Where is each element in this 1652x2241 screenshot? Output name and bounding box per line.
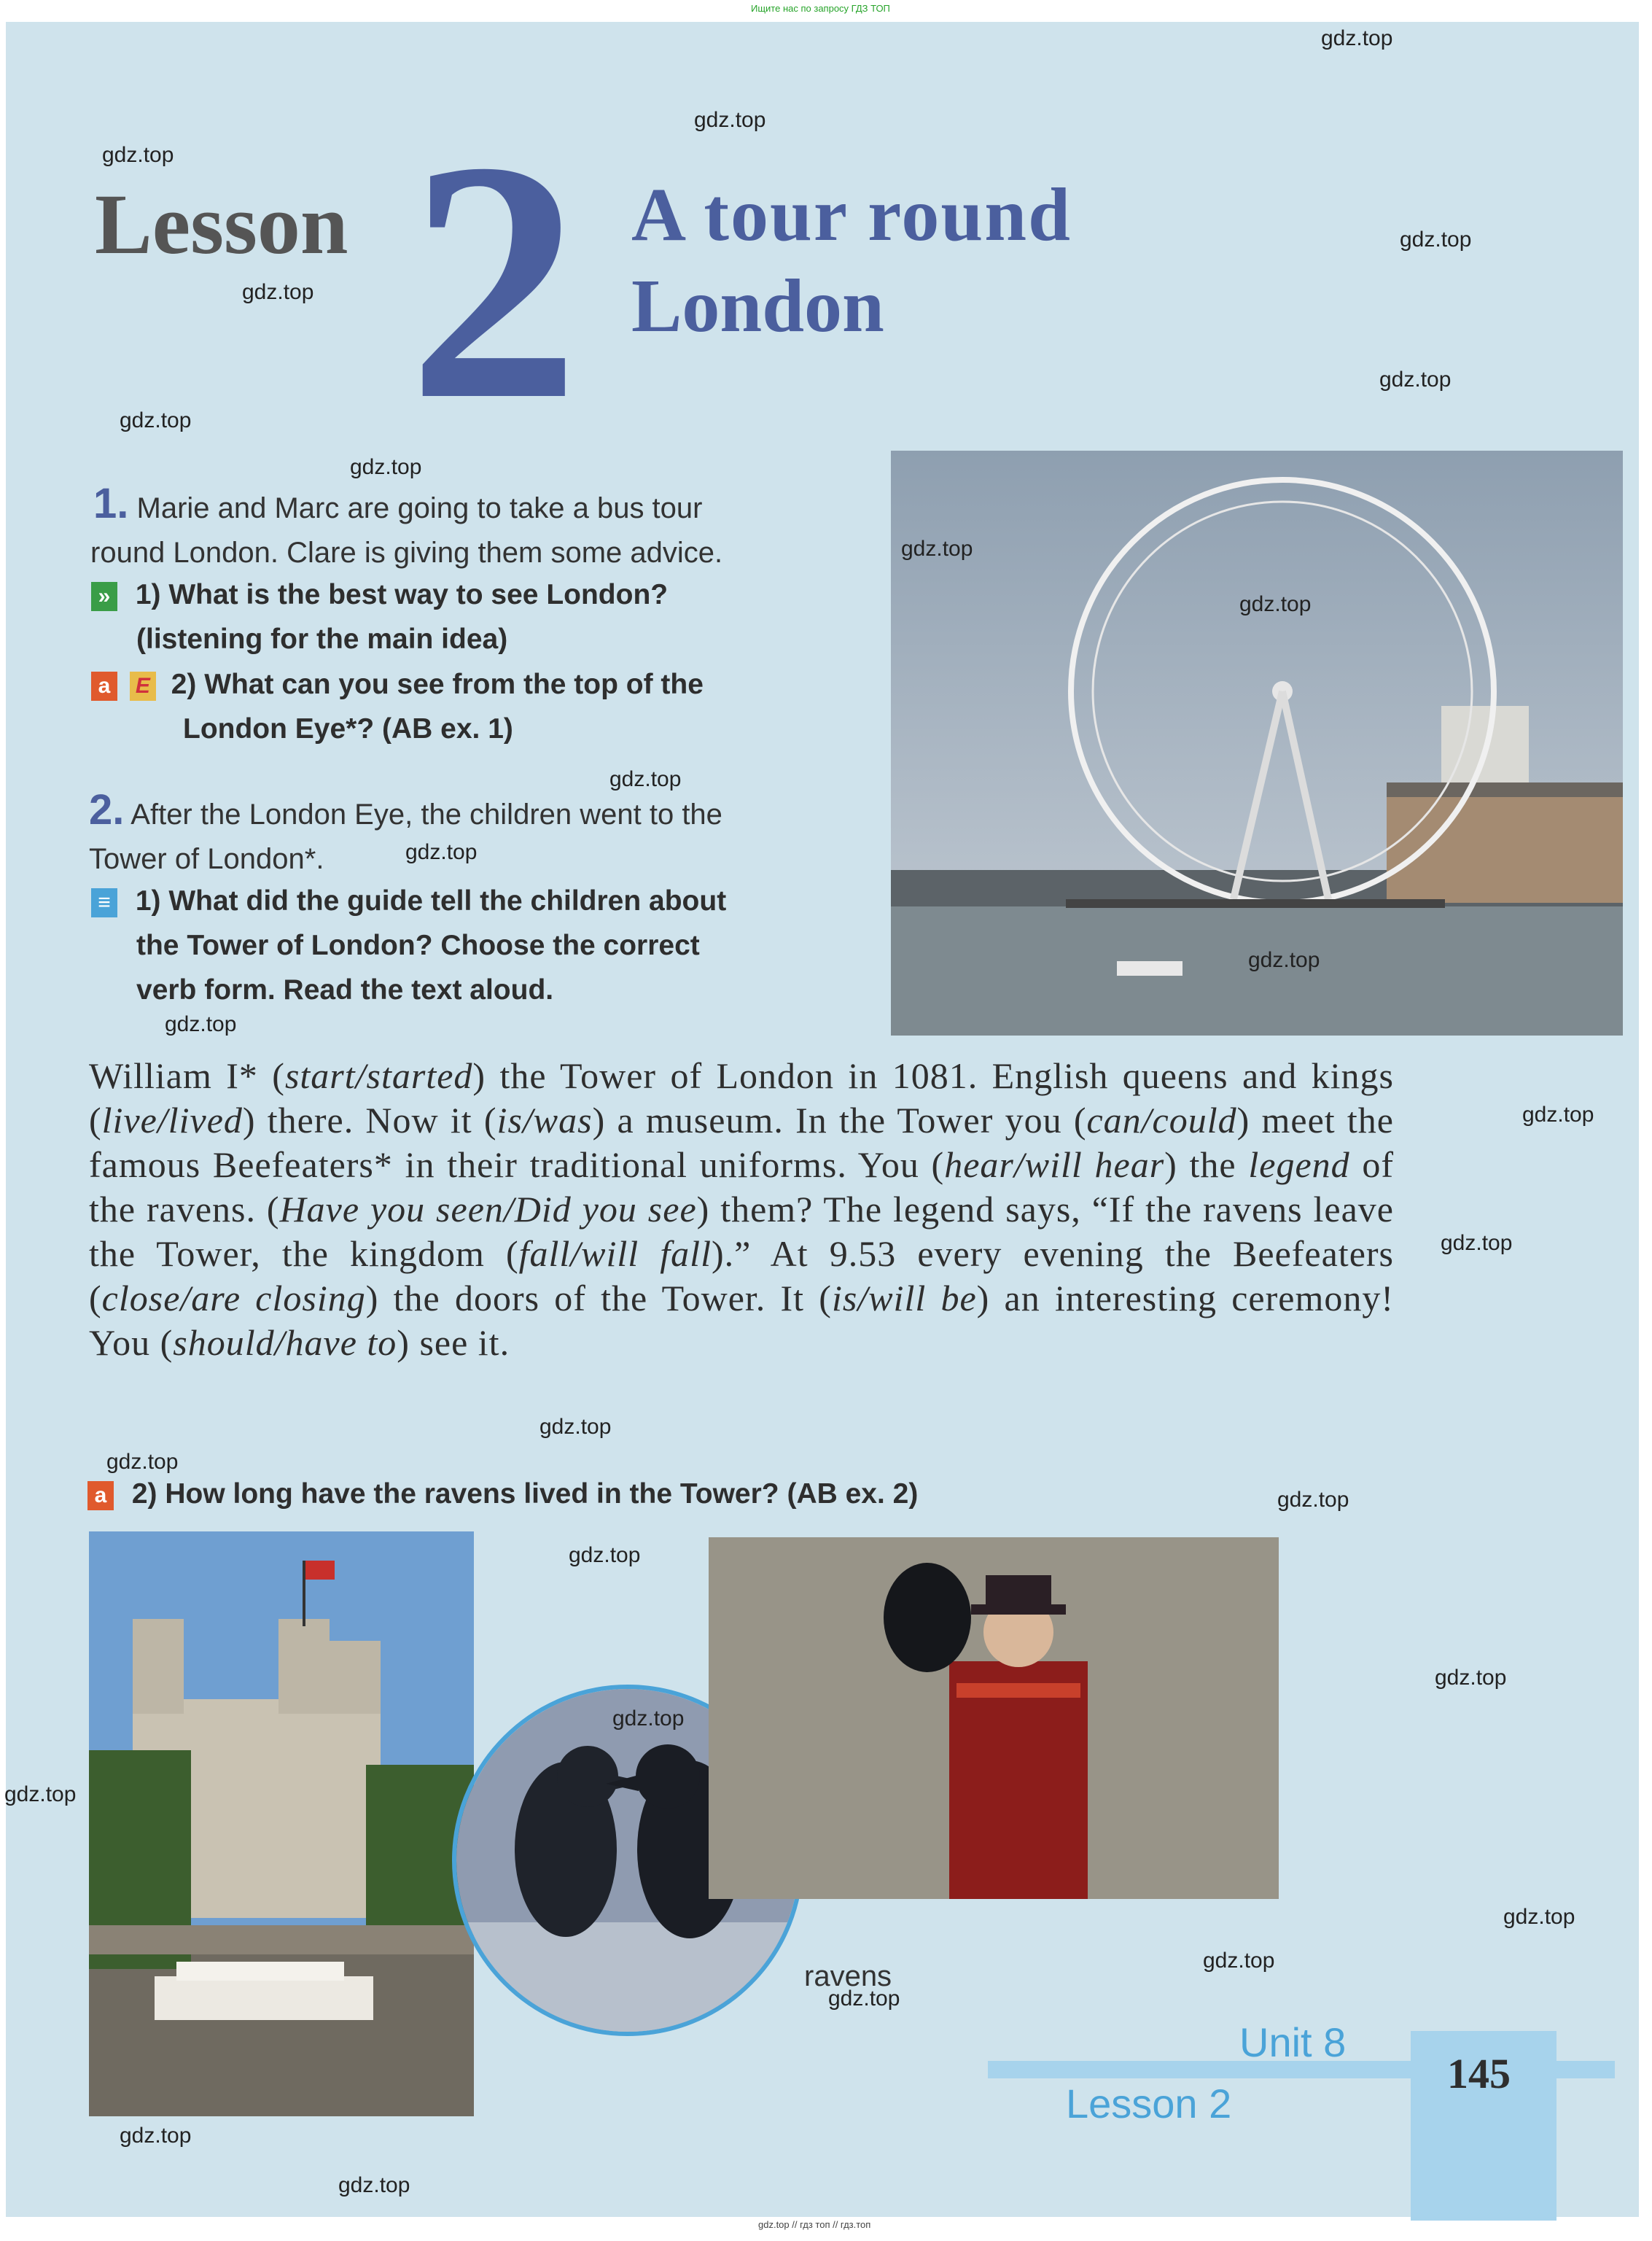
exercise-1-line1: Marie and Marc are going to take a bus tour [136,492,703,524]
exercise-2 [89,788,825,882]
tower-illustration [89,1531,474,2116]
watermark: gdz.top [350,455,422,479]
exercise-2-task1-line1: 1) What did the guide tell the children about [135,885,727,917]
exercise-1-line2: round London. Clare is giving them some advice. [90,537,723,569]
watermark: gdz.top [102,143,174,167]
tower-of-london-photo [89,1531,474,2116]
passage-text: ) a museum. In the Tower you ( [592,1100,1087,1141]
watermark: gdz.top [694,108,766,132]
exercise-2-task-2 [87,1472,1181,1516]
watermark: gdz.top [1400,228,1472,252]
watermark: gdz.top [242,280,314,304]
exercise-2-task1-line3: verb form. Read the text aloud. [136,974,554,1006]
passage-text: ) the doors of the Tower. It ( [365,1278,832,1318]
watermark: gdz.top [569,1543,641,1567]
exercise-2-line2: Tower of London*. [89,843,324,875]
passage-text: ) meet the famous Beefeaters* in their traditional uniforms. You ( [89,1100,1394,1185]
exercise-1-task1-line1: 1) What is the best way to see London? [135,579,669,610]
lesson-number: 2 [408,90,580,470]
listening-icon: » [91,582,117,611]
verb-choice: start/started [284,1055,473,1096]
watermark: gdz.top [338,2173,410,2197]
reading-icon: a [87,1481,114,1510]
passage-text: ) them? The legend says, “If the ravens leave the Tower, the kingdom ( [89,1189,1394,1274]
watermark: gdz.top [1441,1231,1513,1255]
watermark: gdz.top [612,1706,685,1731]
watermark: gdz.top [120,408,192,432]
exercise-1-task-1 [91,572,842,661]
verb-choice: Have you seen/Did you see [279,1189,697,1230]
ravens-caption: ravens [804,1960,892,1992]
exercise-1-task2-line2: London Eye*? (AB ex. 1) [183,713,513,745]
beefeater-illustration [709,1537,1279,1899]
bottom-note: gdz.top // гдз топ // гдз.топ [758,2219,871,2230]
verb-choice: is/will be [831,1278,977,1318]
text-icon: ≡ [91,888,117,917]
passage-text: ).” At 9.53 every evening the Beefeaters ( [89,1233,1394,1318]
exercise-1-task-2 [91,662,842,751]
watermark: gdz.top [1435,1666,1507,1690]
passage-text: ) the [1164,1144,1249,1185]
page-number: 145 [1447,2050,1511,2097]
watermark: gdz.top [1239,592,1312,616]
lesson-title-line1: A tour round [631,173,1072,257]
lesson-label: Lesson [95,176,348,272]
exercise-1-task1-line2: (listening for the main idea) [136,624,508,655]
watermark: gdz.top [1321,26,1393,50]
passage-text: William I* ( [89,1055,285,1096]
watermark: gdz.top [4,1782,77,1806]
watermark: gdz.top [609,767,682,791]
passage-text: ) an interesting ceremony! You ( [89,1278,1395,1363]
verb-choice: can/could [1086,1100,1237,1141]
verb-choice: close/are closing [101,1278,366,1318]
watermark: gdz.top [1379,368,1452,392]
verb-choice: live/lived [101,1100,243,1141]
watermark: gdz.top [1503,1905,1575,1929]
watermark: gdz.top [106,1450,179,1474]
passage-text: of the ravens. ( [89,1144,1395,1230]
exercise-2-task-1 [91,879,849,1012]
watermark: gdz.top [828,1986,900,2011]
watermark: gdz.top [901,537,973,561]
lesson-title-line2: London [631,264,884,348]
watermark: gdz.top [1248,948,1320,972]
passage-text: ) see it. [397,1322,510,1363]
exercise-1 [90,480,830,575]
beefeater-photo [709,1537,1279,1899]
verb-choice: is/was [496,1100,593,1141]
exercise-2-task1-line2: the Tower of London? Choose the correct [136,930,700,961]
watermark: gdz.top [405,840,478,864]
watermark: gdz.top [1203,1949,1275,1973]
watermark: gdz.top [1522,1103,1594,1127]
passage-text: ) the Tower of London in 1081. English queens and kings ( [89,1055,1394,1141]
verb-choice: hear/will hear [944,1144,1165,1185]
passage-text: ) there. Now it ( [242,1100,497,1141]
verb-choice: should/have to [173,1322,397,1363]
watermark: gdz.top [539,1415,612,1439]
english-icon: E [130,672,156,701]
exercise-1-task2-line1: 2) What can you see from the top of the [171,669,704,700]
footer-lesson-label: Lesson 2 [1066,2081,1232,2127]
watermark: gdz.top [1277,1488,1349,1512]
watermark: gdz.top [165,1012,237,1036]
top-note: Ищите нас по запросу ГДЗ ТОП [751,3,890,14]
unit-label: Unit 8 [1239,2019,1347,2065]
passage-word: legend [1248,1144,1350,1185]
watermark: gdz.top [120,2124,192,2148]
exercise-2-task2-text: 2) How long have the ravens lived in the Tower? (AB ex. 2) [131,1478,919,1510]
tower-passage [89,1054,1394,1365]
exercise-1-number: 1. [93,480,129,527]
reading-icon: a [91,672,117,701]
verb-choice: fall/will fall [518,1233,712,1274]
exercise-2-number: 2. [89,786,125,834]
exercise-2-line1: After the London Eye, the children went to the [130,799,722,831]
